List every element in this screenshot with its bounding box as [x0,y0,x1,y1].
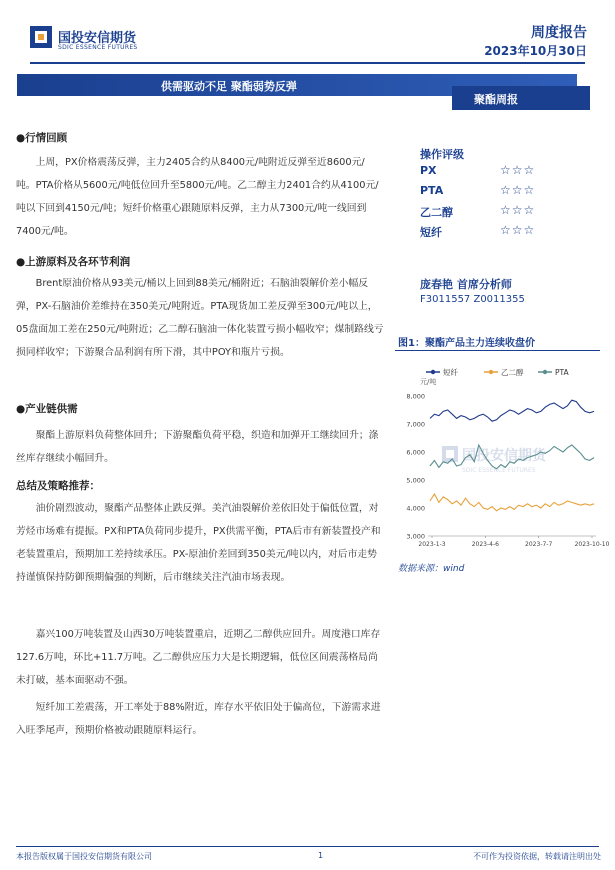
series-line-0 [430,400,594,421]
legend-label-0: 短纤 [443,368,458,377]
section-heading-summary: 总结及策略推荐： [16,480,100,492]
x-tick-label: 2023-4-6 [471,541,499,548]
legend-marker-0 [431,370,435,374]
series-line-1 [430,494,594,511]
paragraph-summary-2: 嘉兴100万吨装置及山西30万吨装置重启，近期乙二醇供应回升。周度港口库存127.6万吨，环比+11.7万吨。乙二醇供应压力大是长期逻辑，低位区间震荡格局尚未打破，基本面驱动不强。 [16,629,381,686]
analyst-license: F3011557 Z0011355 [420,294,525,305]
rating-name-meg: 乙二醇 [420,206,453,219]
watermark-text: 国投安信期货 [462,448,546,464]
y-tick-label: 6,000 [406,448,425,457]
paragraph-summary-3: 短纤加工差震荡，开工率处于88%附近，库存水平依旧处于偏高位，下游需求进入旺季尾声，预期价格被动跟随原料运行。 [16,702,381,736]
banner-title: 供需驱动不足 聚酯弱势反弹 [161,80,297,93]
y-tick-label: 7,000 [406,420,425,429]
paragraph-market-review: 上周，PX价格震荡反弹，主力2405合约从8400元/吨附近反弹至近8600元/吨。PTA价格从5600元/吨低位回升至5800元/吨。乙二醇主力2401合约从4100元/吨以下回到4150元/吨；短纤价格重心跟随原料反弹，主力从7300元/吨一线回到7400元/吨。 [16,157,379,237]
rating-title: 操作评级 [420,148,464,161]
x-tick-label: 2023-7-7 [525,541,553,548]
x-tick-label: 2023-1-3 [418,541,446,548]
footer-divider [16,846,599,847]
report-tag-label: 聚酯周报 [474,93,518,106]
analyst-name: 庞春艳 首席分析师 [420,278,512,291]
company-name-cn: 国投安信期货 [58,31,137,46]
figure-title: 图1：聚酯产品主力连续收盘价 [398,338,535,349]
y-axis-label: 元/吨 [420,378,437,386]
report-tag [452,86,590,110]
y-tick-label: 8,000 [406,392,425,401]
y-tick-label: 5,000 [406,476,425,485]
section-heading-supply-demand: ●产业链供需 [16,403,78,415]
company-logo [30,24,230,56]
paragraph-supply-demand: 聚酯上游原料负荷整体回升；下游聚酯负荷平稳，织造和加弹开工继续回升；涤丝库存继续小幅回升。 [16,430,379,464]
rating-name-pta: PTA [420,184,444,197]
header-divider [30,62,585,64]
y-tick-label: 3,000 [406,532,425,541]
page-number: 1 [318,851,324,860]
legend-label-1: 乙二醇 [501,368,524,377]
legend-marker-1 [489,370,493,374]
chart-legend [426,367,570,377]
footer-copyright: 本报告版权属于国投安信期货有限公司 [16,852,152,861]
footer-disclaimer: 不可作为投资依据，转载请注明出处 [473,852,601,861]
rating-name-px: PX [420,164,437,177]
figure-divider [395,350,600,351]
chart-watermark [442,446,547,474]
section-heading-upstream: ●上游原料及各环节利润 [16,256,131,268]
rating-stars-meg: ☆☆☆ [500,203,536,217]
price-line-chart [392,360,610,560]
legend-marker-2 [543,370,547,374]
rating-stars-psf: ☆☆☆ [500,223,536,237]
report-date: 2023年10月30日 [484,44,587,58]
x-tick-label: 2023-10-10 [574,541,610,548]
company-name-en: SDIC ESSENCE FUTURES [58,44,138,51]
report-type: 周度报告 [531,25,587,41]
paragraph-summary-1: 油价剧烈波动，聚酯产品整体止跌反弹。美汽油裂解价差依旧处于偏低位置，对芳烃市场难有提振。PX和PTA负荷同步提升，PX供需平衡，PTA后市有新装置投产和老装置重启，预期加工差持续承压。PX-原油价差回到350美元/吨以内，对后市走势持谨慎保持防御预期偏强的判断，后市继续关注汽油市场表现。 [16,503,381,583]
rating-stars-px: ☆☆☆ [500,163,536,177]
paragraph-upstream: Brent原油价格从93美元/桶以上回到88美元/桶附近；石脑油裂解价差小幅反弹，PX-石脑油价差维持在350美元/吨附近。PTA现货加工差反弹至300元/吨以上，05盘面加工差在250元/吨附近；乙二醇石脑油一体化装置亏损小幅收窄；煤制路线亏损同样收窄；下游聚合品利润有所下滑，其中POY和瓶片亏损。 [16,278,384,358]
figure-source: 数据来源：wind [398,564,465,574]
rating-name-psf: 短纤 [420,226,442,239]
y-tick-label: 4,000 [406,504,425,513]
legend-label-2: PTA [555,368,569,377]
watermark-text-en: SDIC ESSENCE FUTURES [462,467,536,474]
section-heading-market-review: ●行情回顾 [16,132,68,144]
logo-mark-icon [30,26,52,48]
rating-stars-pta: ☆☆☆ [500,183,536,197]
